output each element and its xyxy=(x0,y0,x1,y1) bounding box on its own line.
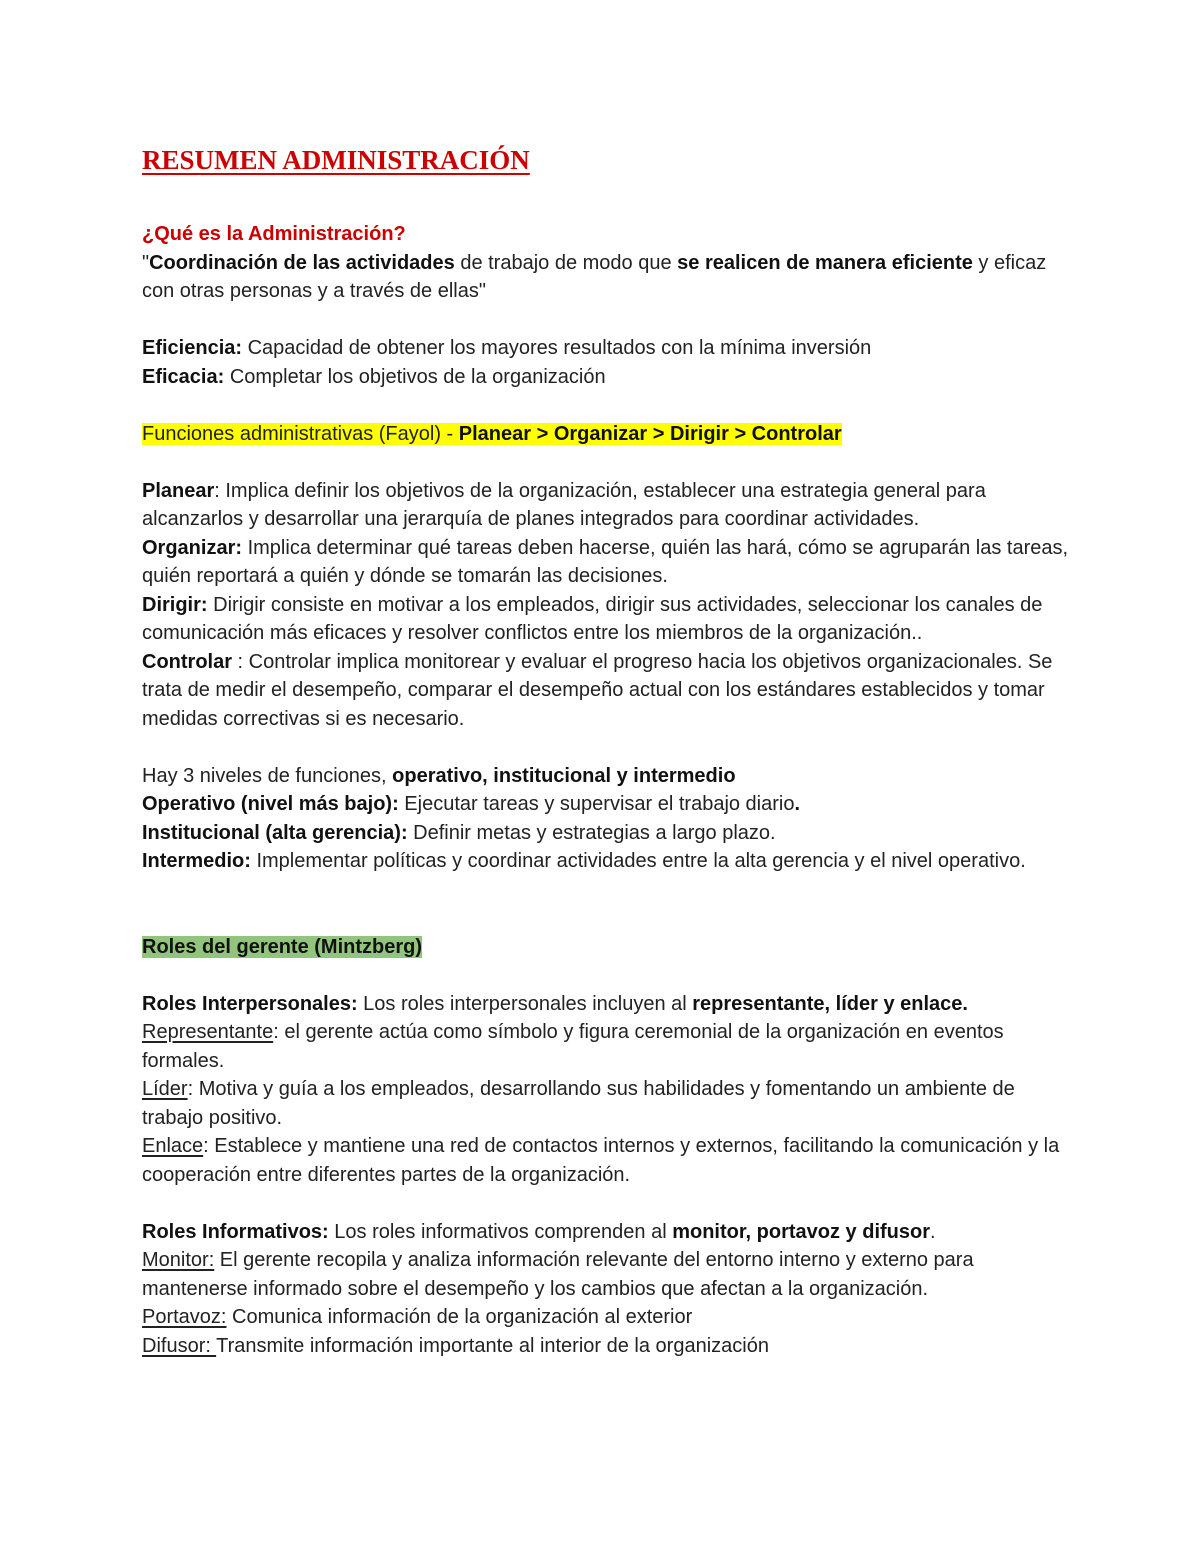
institucional-label: Institucional (alta gerencia): xyxy=(142,821,408,844)
niveles-intro xyxy=(142,762,1072,791)
institucional-line xyxy=(142,819,1072,848)
funciones-highlight xyxy=(142,423,842,445)
portavoz-text: Comunica información de la organización al exterior xyxy=(226,1306,693,1328)
eficiencia-label: Eficiencia: xyxy=(142,337,243,359)
roles-highlight xyxy=(142,936,422,958)
definition-text-2: y eficaz con otras personas y a través de ellas" xyxy=(142,251,1047,302)
definition-bold-2: se realicen de manera eficiente xyxy=(677,251,973,274)
controlar-paragraph xyxy=(142,648,1072,734)
planear-label: Planear xyxy=(142,479,215,502)
organizar-paragraph xyxy=(142,534,1072,591)
definition-paragraph xyxy=(142,249,1072,306)
roles-interpersonales-line xyxy=(142,990,1072,1019)
controlar-label: Controlar xyxy=(142,650,232,673)
dirigir-text: Dirigir consiste en motivar a los empleados, dirigir sus actividades, seleccionar los canales de comunicación más eficaces y resolver conflictos entre los miembros de la organización.. xyxy=(142,593,1043,644)
representante-text: : el gerente actúa como símbolo y figura ceremonial de la organización en eventos formales. xyxy=(142,1021,1004,1072)
operativo-text: Ejecutar tareas y supervisar el trabajo diario xyxy=(398,793,795,815)
monitor-label: Monitor: xyxy=(142,1249,215,1271)
informativos-bold: monitor, portavoz y difusor xyxy=(672,1220,930,1243)
informativos-text: Los roles informativos comprenden al xyxy=(328,1220,673,1243)
enlace-text: : Establece y mantiene una red de contactos internos y externos, facilitando la comunicación y la cooperación entre diferentes partes de la organización. xyxy=(142,1135,1060,1186)
document-body xyxy=(142,140,1072,1360)
section-question: ¿Qué es la Administración? xyxy=(142,223,406,245)
niveles-intro-bold: operativo, institucional y intermedio xyxy=(392,764,736,787)
roles-heading xyxy=(142,933,1072,962)
eficacia-label: Eficacia: xyxy=(142,365,225,388)
funciones-heading xyxy=(142,420,1072,449)
eficacia-line xyxy=(142,363,1072,392)
organizar-label: Organizar: xyxy=(142,536,243,559)
enlace-paragraph xyxy=(142,1132,1072,1189)
informativos-end: . xyxy=(930,1220,936,1243)
monitor-paragraph xyxy=(142,1246,1072,1303)
dirigir-paragraph xyxy=(142,591,1072,648)
difusor-label: Difusor: xyxy=(142,1334,217,1357)
lider-paragraph xyxy=(142,1075,1072,1132)
eficacia-text: Completar los objetivos de la organización xyxy=(224,365,606,388)
eficiencia-text: Capacidad de obtener los mayores resultados con la mínima inversión xyxy=(242,337,872,359)
roles-informativos-line xyxy=(142,1218,1072,1247)
portavoz-paragraph xyxy=(142,1303,1072,1332)
interpersonales-label: Roles Interpersonales: xyxy=(142,992,358,1015)
eficiencia-line xyxy=(142,334,1072,363)
quote-mark: " xyxy=(142,251,150,274)
representante-paragraph xyxy=(142,1018,1072,1075)
interpersonales-bold: representante, líder y enlace. xyxy=(692,992,968,1015)
institucional-text: Definir metas y estrategias a largo plazo. xyxy=(407,821,776,844)
difusor-text: Transmite información importante al interior de la organización xyxy=(216,1334,769,1357)
representante-label: Representante xyxy=(142,1021,274,1043)
informativos-label: Roles Informativos: xyxy=(142,1220,329,1243)
operativo-line xyxy=(142,790,1072,819)
controlar-text: : Controlar implica monitorear y evaluar el progreso hacia los objetivos organizacionales. Se trata de medir el desempeño, comparar el desempeño actual con los estándares establecidos y tomar medidas correctivas si es necesario. xyxy=(142,650,1053,730)
intermedio-label: Intermedio: xyxy=(142,850,251,872)
interpersonales-text: Los roles interpersonales incluyen al xyxy=(357,992,693,1015)
dirigir-label: Dirigir: xyxy=(142,593,208,616)
definition-text-1: de trabajo de modo que xyxy=(454,251,678,274)
monitor-text: El gerente recopila y analiza información relevante del entorno interno y externo para mantenerse informado sobre el desempeño y los cambios que afectan a la organización. xyxy=(142,1249,974,1300)
organizar-text: Implica determinar qué tareas deben hacerse, quién las hará, cómo se agruparán las tareas, quién reportará a quién y dónde se tomarán las decisiones. xyxy=(142,536,1069,587)
niveles-intro-text: Hay 3 niveles de funciones, xyxy=(142,764,393,787)
difusor-paragraph xyxy=(142,1332,1072,1361)
document-title: RESUMEN ADMINISTRACIÓN xyxy=(142,145,530,175)
operativo-end: . xyxy=(794,793,801,815)
enlace-label: Enlace xyxy=(142,1135,204,1157)
planear-text: : Implica definir los objetivos de la organización, establecer una estrategia general para alcanzarlos y desarrollar una jerarquía de planes integrados para coordinar actividades. xyxy=(142,479,986,530)
definition-bold-1: Coordinación de las actividades xyxy=(149,251,455,274)
lider-label: Líder xyxy=(142,1078,188,1100)
funciones-heading-bold: Planear > Organizar > Dirigir > Controlar xyxy=(458,422,842,445)
lider-text: : Motiva y guía a los empleados, desarrollando sus habilidades y fomentando un ambiente de trabajo positivo. xyxy=(142,1078,1015,1129)
roles-heading-text: Roles del gerente (Mintzberg) xyxy=(142,935,423,958)
operativo-label: Operativo (nivel más bajo): xyxy=(142,793,399,815)
portavoz-label: Portavoz: xyxy=(142,1306,227,1328)
intermedio-line xyxy=(142,847,1072,876)
planear-paragraph xyxy=(142,477,1072,534)
intermedio-text: Implementar políticas y coordinar actividades entre la alta gerencia y el nivel operativo. xyxy=(250,850,1026,872)
funciones-heading-text: Funciones administrativas (Fayol) - xyxy=(142,422,459,445)
